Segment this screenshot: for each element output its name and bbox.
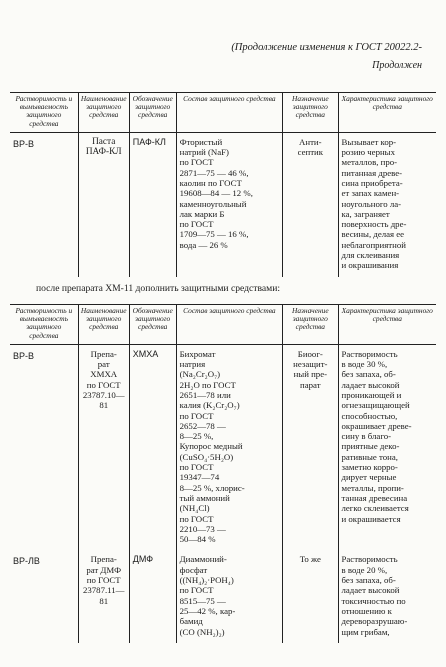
col-solubility: Растворимость и вымываемость защитного средства xyxy=(10,305,78,345)
col-composition: Состав защитного средства xyxy=(176,305,283,345)
table-row xyxy=(10,344,436,550)
cell-name: Препа- рат ДМФ по ГОСТ 23787.11— 81 xyxy=(78,550,129,642)
col-solubility: Растворимость и вымываемость защитного средства xyxy=(10,93,78,133)
continuation-subheader: Продолжен xyxy=(372,60,422,71)
continuation-header: (Продолжение изменения к ГОСТ 20022.2- xyxy=(231,42,422,53)
protective-agents-table-1 xyxy=(10,92,436,277)
cell-designation: ДМФ xyxy=(129,550,176,642)
cell-purpose: То же xyxy=(283,550,338,642)
cell-characteristic: Растворимость в воде 30 %, без запаха, об- ладает высокой проникающей и огнезащищающей способностью, окрашивает древе- сину в благо- приятные деко- ративные тона, заметно корро- дирует черные металлы, пропи- танная древесина легко склеивается и окрашивается xyxy=(338,344,436,550)
cell-solubility: ВР-В xyxy=(13,350,35,361)
cell-designation: ПАФ-КЛ xyxy=(129,132,176,276)
protective-agents-table-2 xyxy=(10,304,436,643)
cell-purpose: Биоог- незащит- ный пре- парат xyxy=(283,344,338,550)
table-row xyxy=(10,132,436,276)
cell-name: Паста ПАФ-КЛ xyxy=(78,132,129,276)
col-composition: Состав защитного средства xyxy=(176,93,283,133)
col-purpose: Назначение защитного средства xyxy=(283,93,338,133)
col-name: Наименование защитного средства xyxy=(78,93,129,133)
table-row xyxy=(10,550,436,642)
cell-purpose: Анти- септик xyxy=(283,132,338,276)
col-characteristic: Характеристика защитного средства xyxy=(338,305,436,345)
col-designation: Обозначение защитного средства xyxy=(129,93,176,133)
table-header-row xyxy=(10,93,436,133)
cell-characteristic: Вызывает кор- розию черных металлов, про- питанная древе- сина приобрета- ет запах камен- ноугольного ла- ка, заграняет поверхность дре- весины, делая ее неблагоприятной для склеивания и окрашивания xyxy=(338,132,436,276)
intro-text: после препарата ХМ-11 дополнить защитными средствами: xyxy=(36,283,281,294)
col-purpose: Назначение защитного средства xyxy=(283,305,338,345)
cell-name: Препа- рат ХМХА по ГОСТ 23787.10— 81 xyxy=(78,344,129,550)
cell-solubility: ВР-В xyxy=(13,138,35,149)
cell-composition: Бихромат натрия (Na₂Cr₂O₇) 2H₂O по ГОСТ 2651—78 или калия (K₂Cr₂O₇) по ГОСТ 2652—78 — 8—25 %, Купорос медный (CuSO₄·5H₂O) по ГОСТ 19347—74 8—25 %, хлорис- тый аммоний (NH₄Cl) по ГОСТ 2210—73 — 50—84 % xyxy=(176,344,283,550)
col-name: Наименование защитного средства xyxy=(78,305,129,345)
cell-designation: ХМХА xyxy=(129,344,176,550)
cell-characteristic: Растворимость в воде 20 %, без запаха, об- ладает высокой токсичностью по отношению к дереворазрушаю- щим грибам, xyxy=(338,550,436,642)
col-characteristic: Характеристика защитного средства xyxy=(338,93,436,133)
cell-composition: Фтористый натрий (NaF) по ГОСТ 2871—75 — 46 %, каолин по ГОСТ 19608—84 — 12 %, каменноугольный лак марки Б по ГОСТ 1709—75 — 16 %, вода — 26 % xyxy=(176,132,283,276)
table-header-row xyxy=(10,305,436,345)
cell-composition: Диаммоний- фосфат ((NH₄)₂·POH₄) по ГОСТ 8515—75 — 25—42 %, кар- бамид (CO (NH₂)₂) xyxy=(176,550,283,642)
cell-solubility: ВР-ЛВ xyxy=(13,556,40,567)
col-designation: Обозначение защитного средства xyxy=(129,305,176,345)
